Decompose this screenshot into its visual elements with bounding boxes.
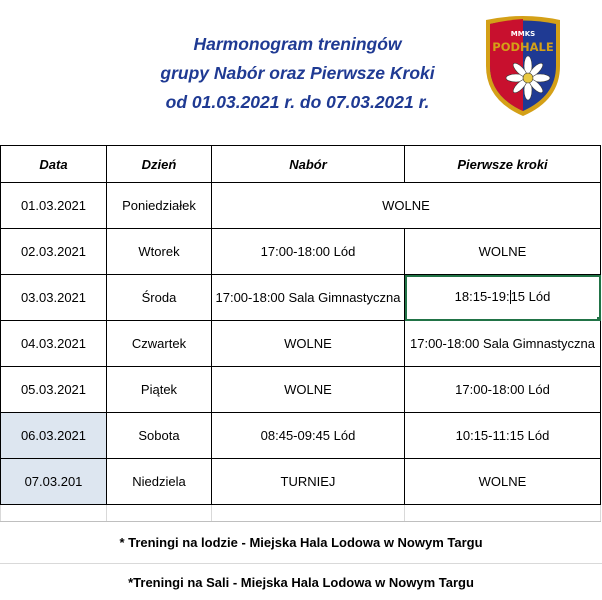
- date-cell-highlighted[interactable]: 07.03.201: [1, 459, 107, 505]
- pierwsze-cell[interactable]: 10:15-11:15 Lód: [405, 413, 601, 459]
- date-cell-highlighted[interactable]: 06.03.2021: [1, 413, 107, 459]
- day-cell[interactable]: Niedziela: [107, 459, 212, 505]
- nabor-cell[interactable]: TURNIEJ: [212, 459, 405, 505]
- header-data[interactable]: Data: [1, 146, 107, 183]
- date-cell[interactable]: 05.03.2021: [1, 367, 107, 413]
- empty-cell[interactable]: [212, 505, 405, 522]
- table-header-row: [1, 146, 601, 183]
- selected-pierwsze-cell[interactable]: [405, 275, 601, 321]
- svg-text:MMKS: MMKS: [510, 30, 536, 38]
- empty-cell[interactable]: [405, 505, 601, 522]
- day-cell[interactable]: Piątek: [107, 367, 212, 413]
- table-row: [1, 459, 601, 505]
- day-cell[interactable]: Wtorek: [107, 229, 212, 275]
- pierwsze-cell[interactable]: WOLNE: [405, 229, 601, 275]
- pierwsze-cell[interactable]: 17:00-18:00 Sala Gimnastyczna: [405, 321, 601, 367]
- date-cell[interactable]: 01.03.2021: [1, 183, 107, 229]
- document-title: [120, 30, 475, 117]
- day-cell[interactable]: Poniedziałek: [107, 183, 212, 229]
- table-row: [1, 229, 601, 275]
- note-divider: [0, 563, 602, 564]
- cell-text-before-cursor: 18:15-19:: [454, 289, 510, 305]
- fill-handle[interactable]: [597, 317, 601, 321]
- day-cell[interactable]: Sobota: [107, 413, 212, 459]
- table-row: [1, 321, 601, 367]
- note-gym-training: *Treningi na Sali - Miejska Hala Lodowa w Nowym Targu: [128, 575, 474, 590]
- empty-row: [1, 505, 601, 522]
- empty-cell[interactable]: [107, 505, 212, 522]
- cell-text-after-cursor: 15 Lód: [510, 289, 551, 305]
- nabor-cell[interactable]: WOLNE: [212, 321, 405, 367]
- svg-text:PODHALE: PODHALE: [492, 40, 554, 54]
- nabor-cell[interactable]: 17:00-18:00 Sala Gimnastyczna: [212, 275, 405, 321]
- title-line-3: od 01.03.2021 r. do 07.03.2021 r.: [165, 92, 430, 112]
- nabor-cell[interactable]: WOLNE: [212, 367, 405, 413]
- pierwsze-cell[interactable]: WOLNE: [405, 459, 601, 505]
- date-cell[interactable]: 02.03.2021: [1, 229, 107, 275]
- note-ice-training: * Treningi na lodzie - Miejska Hala Lodowa w Nowym Targu: [119, 535, 483, 550]
- header-dzien[interactable]: Dzień: [107, 146, 212, 183]
- title-line-2: grupy Nabór oraz Pierwsze Kroki: [160, 63, 435, 83]
- merged-cell[interactable]: WOLNE: [212, 183, 601, 229]
- header-nabor[interactable]: Nabór: [212, 146, 405, 183]
- date-cell[interactable]: 03.03.2021: [1, 275, 107, 321]
- pierwsze-cell[interactable]: 17:00-18:00 Lód: [405, 367, 601, 413]
- day-cell[interactable]: Środa: [107, 275, 212, 321]
- nabor-cell[interactable]: 17:00-18:00 Lód: [212, 229, 405, 275]
- title-line-1: Harmonogram treningów: [193, 34, 402, 54]
- table-row: [1, 367, 601, 413]
- nabor-cell[interactable]: 08:45-09:45 Lód: [212, 413, 405, 459]
- table-row: [1, 275, 601, 321]
- empty-cell[interactable]: [1, 505, 107, 522]
- club-logo-shield-icon: [482, 14, 564, 118]
- schedule-table: [0, 145, 601, 522]
- table-row: [1, 183, 601, 229]
- document-header: [0, 0, 602, 145]
- day-cell[interactable]: Czwartek: [107, 321, 212, 367]
- date-cell[interactable]: 04.03.2021: [1, 321, 107, 367]
- header-pierwsze-kroki[interactable]: Pierwsze kroki: [405, 146, 601, 183]
- table-row: [1, 413, 601, 459]
